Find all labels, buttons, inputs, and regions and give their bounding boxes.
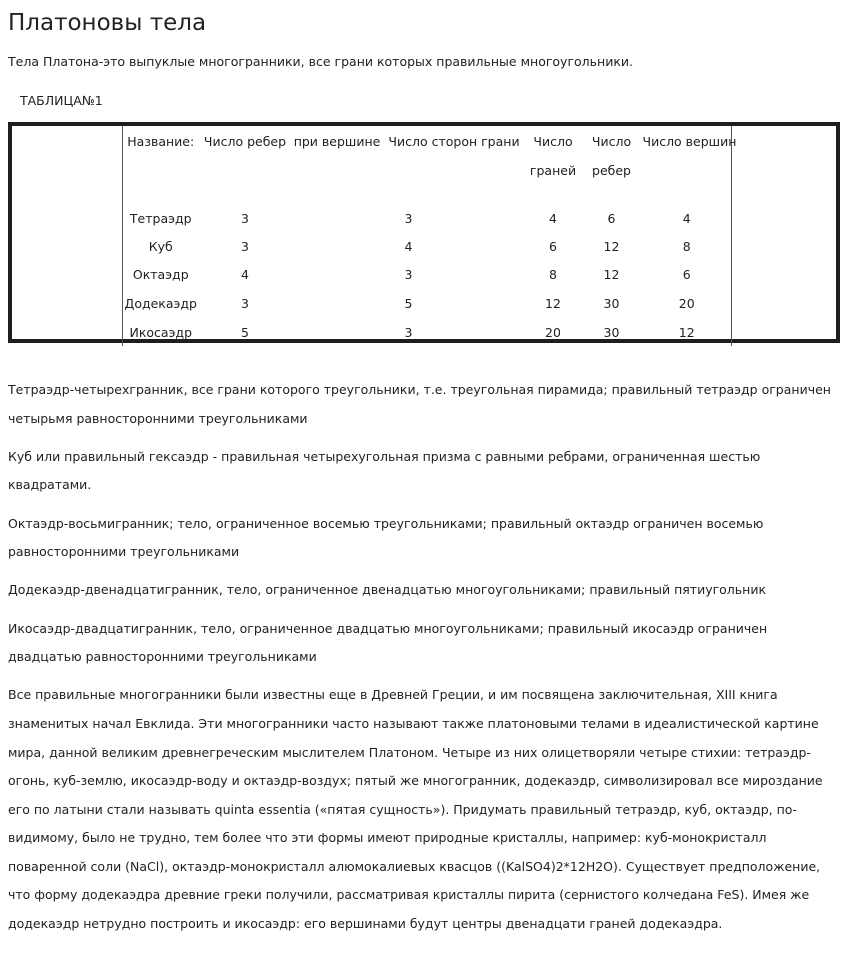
header-faces: Число <box>533 134 573 149</box>
cell-edges: 12 <box>603 267 620 283</box>
article-body <box>8 376 840 948</box>
table-frame <box>8 122 840 343</box>
paragraph-octahedron: Октаэдр-восьмигранник; тело, ограниченное восемью треугольниками; правильный октаэдр ограничен восемью равносторонними треугольниками <box>8 515 764 560</box>
header2-edges-at-vertex <box>199 163 292 192</box>
cell-faces: 6 <box>549 238 557 254</box>
cell-edges-at-vertex: 3 <box>241 238 249 254</box>
intro-text: Тела Платона-это выпуклые многогранники, все грани которых правильные многоугольники. <box>8 54 633 69</box>
cell-vertices: 12 <box>678 324 695 340</box>
cell-face-sides: 3 <box>404 267 413 283</box>
cell-vertices: 8 <box>682 238 691 254</box>
cell-faces: 12 <box>545 295 561 311</box>
table-row <box>123 232 732 261</box>
cell-vertices: 4 <box>682 210 691 226</box>
cell-name: Куб <box>148 238 173 254</box>
table-row <box>123 318 732 347</box>
header-edges: Число <box>591 134 632 149</box>
cell-edges-at-vertex: 3 <box>241 295 249 311</box>
cell-vertices: 20 <box>678 295 695 311</box>
paragraph-dodecahedron: Додекаэдр-двенадцатигранник, тело, ограниченное двенадцатью многоугольниками; правильный пятиугольник <box>8 582 767 598</box>
cell-vertices: 6 <box>682 267 691 283</box>
table-header-row-2 <box>123 163 732 192</box>
cell-faces: 4 <box>549 210 557 226</box>
page-title: Платоновы тела <box>8 10 207 36</box>
cell-face-sides: 4 <box>404 238 413 254</box>
cell-edges: 6 <box>607 210 616 226</box>
header2-name <box>123 163 199 192</box>
table-row <box>123 192 732 232</box>
paragraph-history: Все правильные многогранники были известны еще в Древней Греции, и им посвящена заключительная, XIII книга знаменитых начал Евклида. Эти многогранники часто называют также платоновыми телами в идеалистической картине мира, данной великим древнегреческим мыслителем Платоном. Четыре из них олицетворяли четыре стихии: тетраэдр-огонь, куб-землю, икосаэдр-воду и октаэдр-воздух; пятый же многогранник, додекаэдр, символизировал все мироздание его по латыни стали называть quinta essentia («пятая сущность»). Придумать правильный тетраэдр, куб, октаэдр, по-видимому, было не трудно, тем более что эти формы имеют природные кристаллы, например: куб-монокристалл поваренной соли (NaCl), октаэдр-монокристалл алюмокалиевых квасцов ((KalSO4)2*12H2O). Существует предположение, что форму додекаэдра древние греки получили, рассматривая кристаллы пирита (сернистого колчедана FeS). Имея же додекаэдр нетрудно построить и икосаэдр: его вершинами будут центры двенадцати граней додекаэдра. <box>8 687 823 932</box>
cell-edges-at-vertex: 5 <box>241 324 249 340</box>
table-row <box>123 289 732 318</box>
header2-faces: граней <box>529 163 577 178</box>
paragraph-cube: Куб или правильный гексаэдр - правильная четырехугольная призма с равными ребрами, ограниченная шестью квадратами. <box>8 448 761 493</box>
cell-name: Октаэдр <box>132 267 189 283</box>
paragraph-icosahedron: Икосаэдр-двадцатигранник, тело, ограниченное двадцатью многоугольниками; правильный икосаэдр ограничен двадцатью равносторонними треугольниками <box>8 620 768 665</box>
polyhedra-table <box>122 126 737 346</box>
cell-edges: 30 <box>603 324 620 340</box>
cell-edges: 30 <box>603 295 620 311</box>
cell-face-sides: 3 <box>404 210 413 226</box>
table-row <box>123 261 732 290</box>
header-edges-at-vertex: Число ребер <box>203 134 287 149</box>
header2-edges: ребер <box>592 163 631 178</box>
paragraph-tetrahedron: Тетраэдр-четырехгранник, все грани которого треугольники, т.е. треугольная пирамида; правильный тетраэдр ограничен четырьмя равносторонними треугольниками <box>8 382 831 426</box>
cell-edges: 12 <box>603 238 620 254</box>
header2-at-vertex <box>292 163 383 192</box>
header2-face-sides <box>383 163 526 192</box>
cell-face-sides: 5 <box>404 295 413 311</box>
cell-name: Додекаэдр <box>124 295 197 311</box>
cell-edges-at-vertex: 3 <box>241 210 249 226</box>
header-at-vertex: при вершине <box>293 134 381 149</box>
header2-vertices <box>643 163 732 192</box>
cell-face-sides: 3 <box>404 324 413 340</box>
table-label: ТАБЛИЦА№1 <box>20 93 103 108</box>
cell-faces: 8 <box>549 267 557 283</box>
table-header-row <box>123 126 732 163</box>
header-name: Название: <box>127 134 195 149</box>
cell-faces: 20 <box>545 324 561 340</box>
cell-edges-at-vertex: 4 <box>241 267 249 283</box>
cell-name: Икосаэдр <box>129 324 193 340</box>
cell-name: Тетраэдр <box>129 210 192 226</box>
header-vertices: Число вершин <box>642 134 737 149</box>
header-face-sides: Число сторон грани <box>388 134 520 149</box>
